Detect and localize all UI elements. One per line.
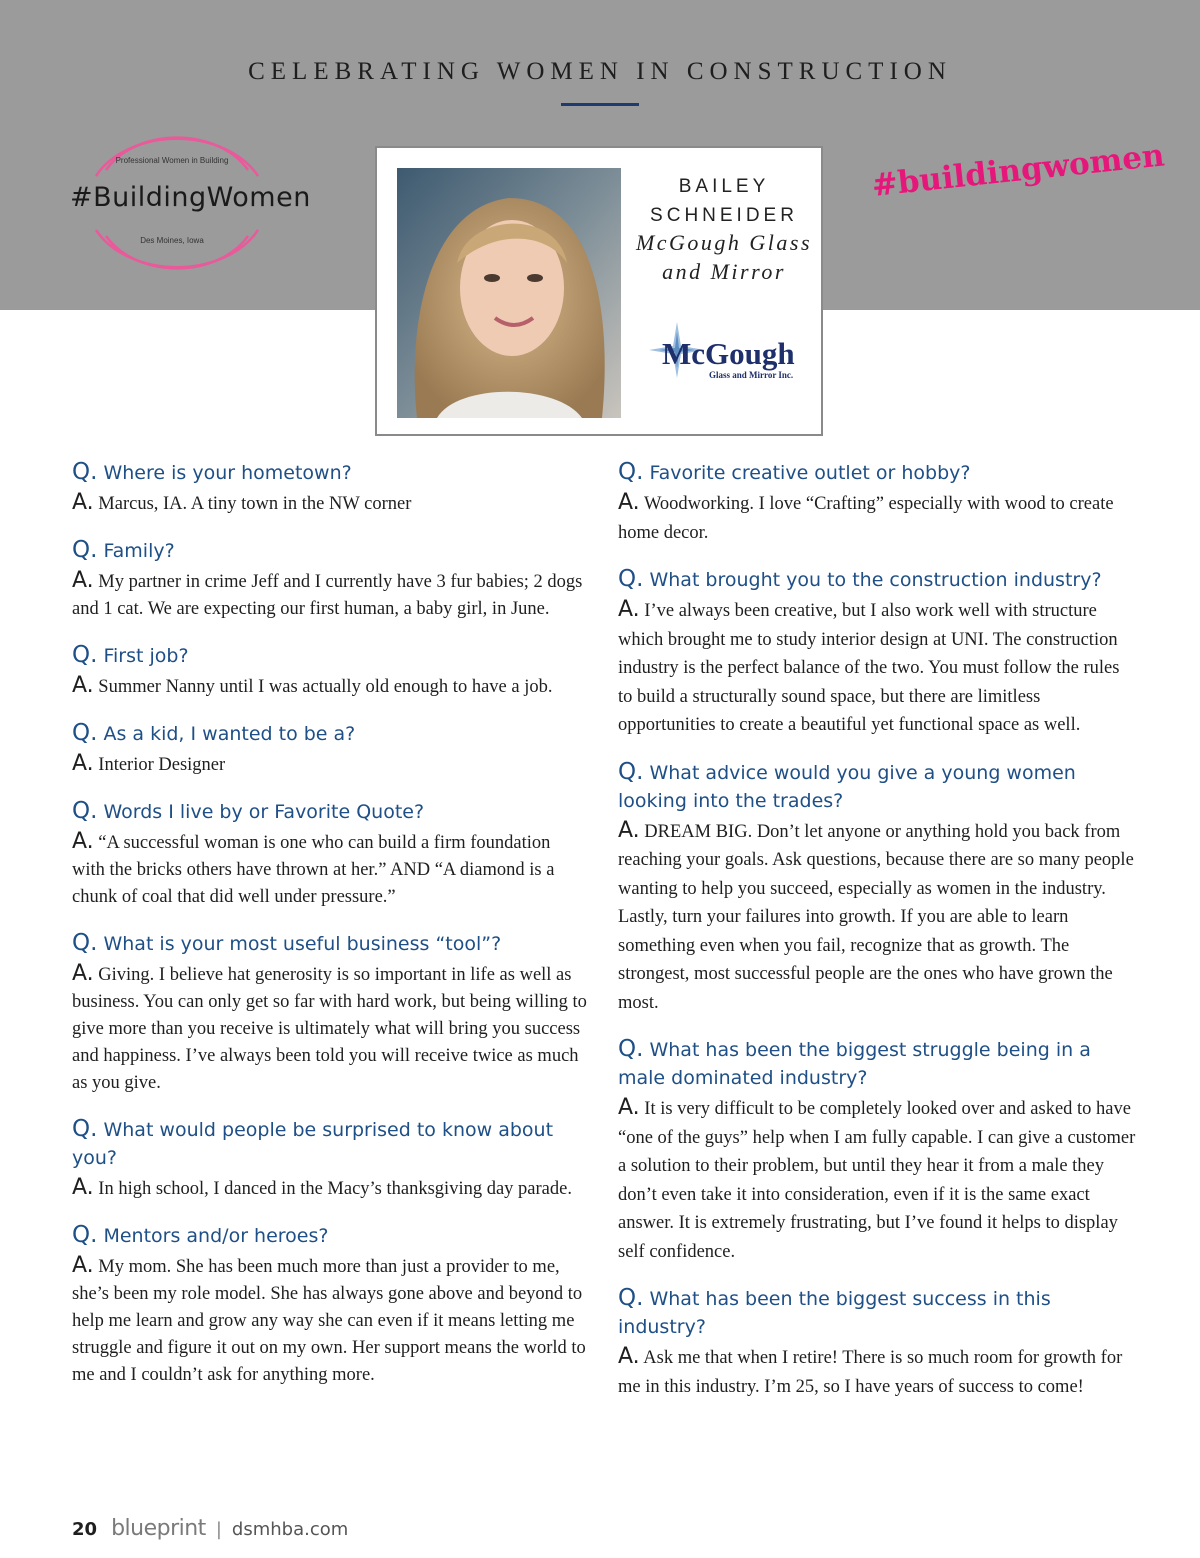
company-line-1: McGough Glass	[635, 230, 813, 255]
answer-prefix: A.	[72, 961, 94, 986]
logo-top-text: Professional Women in Building	[115, 156, 229, 165]
answer-prefix: A.	[618, 490, 640, 515]
last-name: SCHNEIDER	[650, 205, 798, 226]
company-logo-word: McGough	[662, 336, 795, 371]
question-text: Words I live by or Favorite Quote?	[103, 801, 425, 823]
question	[618, 565, 1138, 594]
qa-item	[72, 458, 587, 518]
question	[72, 641, 587, 670]
answer	[72, 567, 587, 623]
question	[72, 1115, 587, 1172]
question	[72, 1221, 587, 1250]
question-text: As a kid, I wanted to be a?	[103, 723, 356, 745]
question-prefix: Q.	[618, 1036, 644, 1062]
company-name	[629, 228, 819, 286]
qa-item	[618, 758, 1138, 1018]
answer	[72, 828, 587, 911]
answer-text: I’ve always been creative, but I also work well with structure which brought me to study interior design at UNI. The construction industry is the perfect balance of the two. You must follow the rules to build a structurally sound space, but there are limitless opportunities to create a beautiful yet functional space as well.	[618, 601, 1120, 735]
answer-prefix: A.	[72, 490, 94, 515]
logo-bottom-text: Des Moines, Iowa	[140, 236, 204, 245]
footer-separator: |	[215, 1519, 222, 1540]
question	[72, 536, 587, 565]
logo-main-text: #BuildingWomen	[70, 182, 311, 213]
answer-text: Ask me that when I retire! There is so much room for growth for me in this industry. I’m 25, so I have years of success to come!	[618, 1348, 1123, 1397]
question-text: What would people be surprised to know about you?	[72, 1119, 554, 1169]
person-name	[629, 172, 819, 230]
question-prefix: Q.	[618, 566, 644, 592]
answer	[72, 1252, 587, 1389]
question-text: Favorite creative outlet or hobby?	[649, 462, 971, 484]
answer-text: Woodworking. I love “Crafting” especially with wood to create home decor.	[618, 494, 1114, 543]
answer	[618, 489, 1138, 547]
answer	[72, 489, 587, 518]
qa-item	[618, 1284, 1138, 1401]
question-text: What advice would you give a young women looking into the trades?	[618, 761, 1076, 812]
company-logo-sub: Glass and Mirror Inc.	[709, 370, 794, 380]
qa-item	[72, 1115, 587, 1203]
profile-card	[375, 146, 823, 436]
question-prefix: Q.	[72, 798, 98, 824]
question-prefix: Q.	[72, 537, 98, 563]
question-prefix: Q.	[618, 459, 644, 485]
qa-item	[618, 565, 1138, 740]
portrait-image	[397, 168, 621, 418]
page-number: 20	[72, 1519, 98, 1540]
answer	[72, 1174, 587, 1203]
question-text: First job?	[103, 645, 189, 667]
answer-text: Marcus, IA. A tiny town in the NW corner	[98, 494, 412, 514]
profile-photo	[397, 168, 621, 418]
question-text: Where is your hometown?	[103, 462, 352, 484]
answer-text: Giving. I believe hat generosity is so important in life as well as business. You can only get so far with hard work, but being willing to give more than you receive is ultimately what will bring you success and happiness. I’ve always been told you will receive twice as much as you give.	[72, 965, 587, 1093]
website-link[interactable]: dsmhba.com	[231, 1519, 349, 1540]
question	[72, 797, 587, 826]
page-footer	[72, 1516, 348, 1546]
hashtag: #buildingwomen	[870, 137, 1167, 204]
answer-text: Interior Designer	[98, 755, 226, 775]
question	[618, 458, 1138, 487]
qa-item	[72, 641, 587, 701]
left-qa-column	[72, 458, 587, 1407]
answer-text: My partner in crime Jeff and I currently have 3 fur babies; 2 dogs and 1 cat. We are expecting our first human, a baby girl, in June.	[72, 572, 583, 619]
right-qa-column	[618, 458, 1138, 1419]
company-line-2: and Mirror	[662, 259, 786, 284]
answer	[618, 1094, 1138, 1266]
question-prefix: Q.	[618, 1285, 644, 1311]
answer-text: Summer Nanny until I was actually old enough to have a job.	[98, 677, 553, 697]
answer	[72, 750, 587, 779]
banner-title: CELEBRATING WOMEN IN CONSTRUCTION	[248, 58, 952, 85]
question	[618, 1284, 1138, 1341]
question-prefix: Q.	[72, 1116, 98, 1142]
qa-item	[72, 536, 587, 623]
qa-item	[72, 719, 587, 779]
question-prefix: Q.	[72, 642, 98, 668]
question	[618, 1035, 1138, 1092]
qa-item	[72, 797, 587, 911]
building-women-logo	[62, 118, 312, 288]
question-text: What has been the biggest struggle being in a male dominated industry?	[618, 1039, 1091, 1089]
qa-item	[72, 1221, 587, 1389]
answer-prefix: A.	[72, 568, 94, 593]
answer-text: It is very difficult to be completely looked over and asked to have “one of the guys” help when I am fully capable. I can give a customer a solution to their problem, but until they hear it from a male they don’t even take it into consideration, even if it is the same exact answer. It is extremely frustrating, but I’ve found it helps to display self confidence.	[618, 1099, 1136, 1262]
question-text: What has been the biggest success in this industry?	[618, 1288, 1051, 1338]
question-text: Family?	[103, 540, 175, 562]
question	[618, 758, 1138, 815]
answer-prefix: A.	[618, 1095, 640, 1120]
question-prefix: Q.	[72, 930, 98, 956]
question-prefix: Q.	[618, 758, 644, 785]
answer-text: In high school, I danced in the Macy’s thanksgiving day parade.	[98, 1179, 572, 1199]
answer-prefix: A.	[72, 751, 94, 776]
answer	[618, 596, 1138, 740]
question-text: Mentors and/or heroes?	[103, 1225, 329, 1247]
answer-prefix: A.	[618, 817, 640, 843]
answer-prefix: A.	[618, 597, 640, 622]
question-prefix: Q.	[72, 1222, 98, 1248]
question	[72, 458, 587, 487]
qa-item	[618, 458, 1138, 547]
question-prefix: Q.	[72, 720, 98, 746]
brand-name: blueprint	[111, 1516, 206, 1541]
banner-rule	[561, 103, 639, 106]
answer	[72, 960, 587, 1097]
answer-text: My mom. She has been much more than just a provider to me, she’s been my role model. She has always gone above and beyond to help me learn and grow any way she can even if it means letting me struggle and figure it out on my own. Her support means the world to me and I couldn’t ask for anything more.	[72, 1257, 586, 1385]
answer-prefix: A.	[72, 1253, 94, 1278]
answer-prefix: A.	[72, 673, 94, 698]
answer	[618, 1343, 1138, 1401]
question	[72, 929, 587, 958]
first-name: BAILEY	[678, 176, 770, 197]
answer-text: “A successful woman is one who can build a firm foundation with the bricks others have thrown at her.” AND “A diamond is a chunk of coal that did well under pressure.”	[72, 833, 555, 907]
qa-item	[618, 1035, 1138, 1266]
company-logo	[647, 320, 807, 390]
question-text: What is your most useful business “tool”?	[103, 933, 502, 955]
answer-prefix: A.	[72, 1175, 94, 1200]
answer-text: DREAM BIG. Don’t let anyone or anything hold you back from reaching your goals. Ask questions, because there are so many people wanting to help you succeed, especially as women in the industry. Lastly, turn your failures into growth. If you are able to learn something even when you fail, recognize that as growth. The strongest, most successful people are the ones who have grown the most.	[618, 821, 1134, 1013]
question	[72, 719, 587, 748]
answer	[618, 817, 1138, 1018]
answer-prefix: A.	[618, 1344, 640, 1369]
answer	[72, 672, 587, 701]
question-text: What brought you to the construction industry?	[649, 569, 1102, 591]
answer-prefix: A.	[72, 829, 94, 854]
question-prefix: Q.	[72, 459, 98, 485]
qa-item	[72, 929, 587, 1097]
